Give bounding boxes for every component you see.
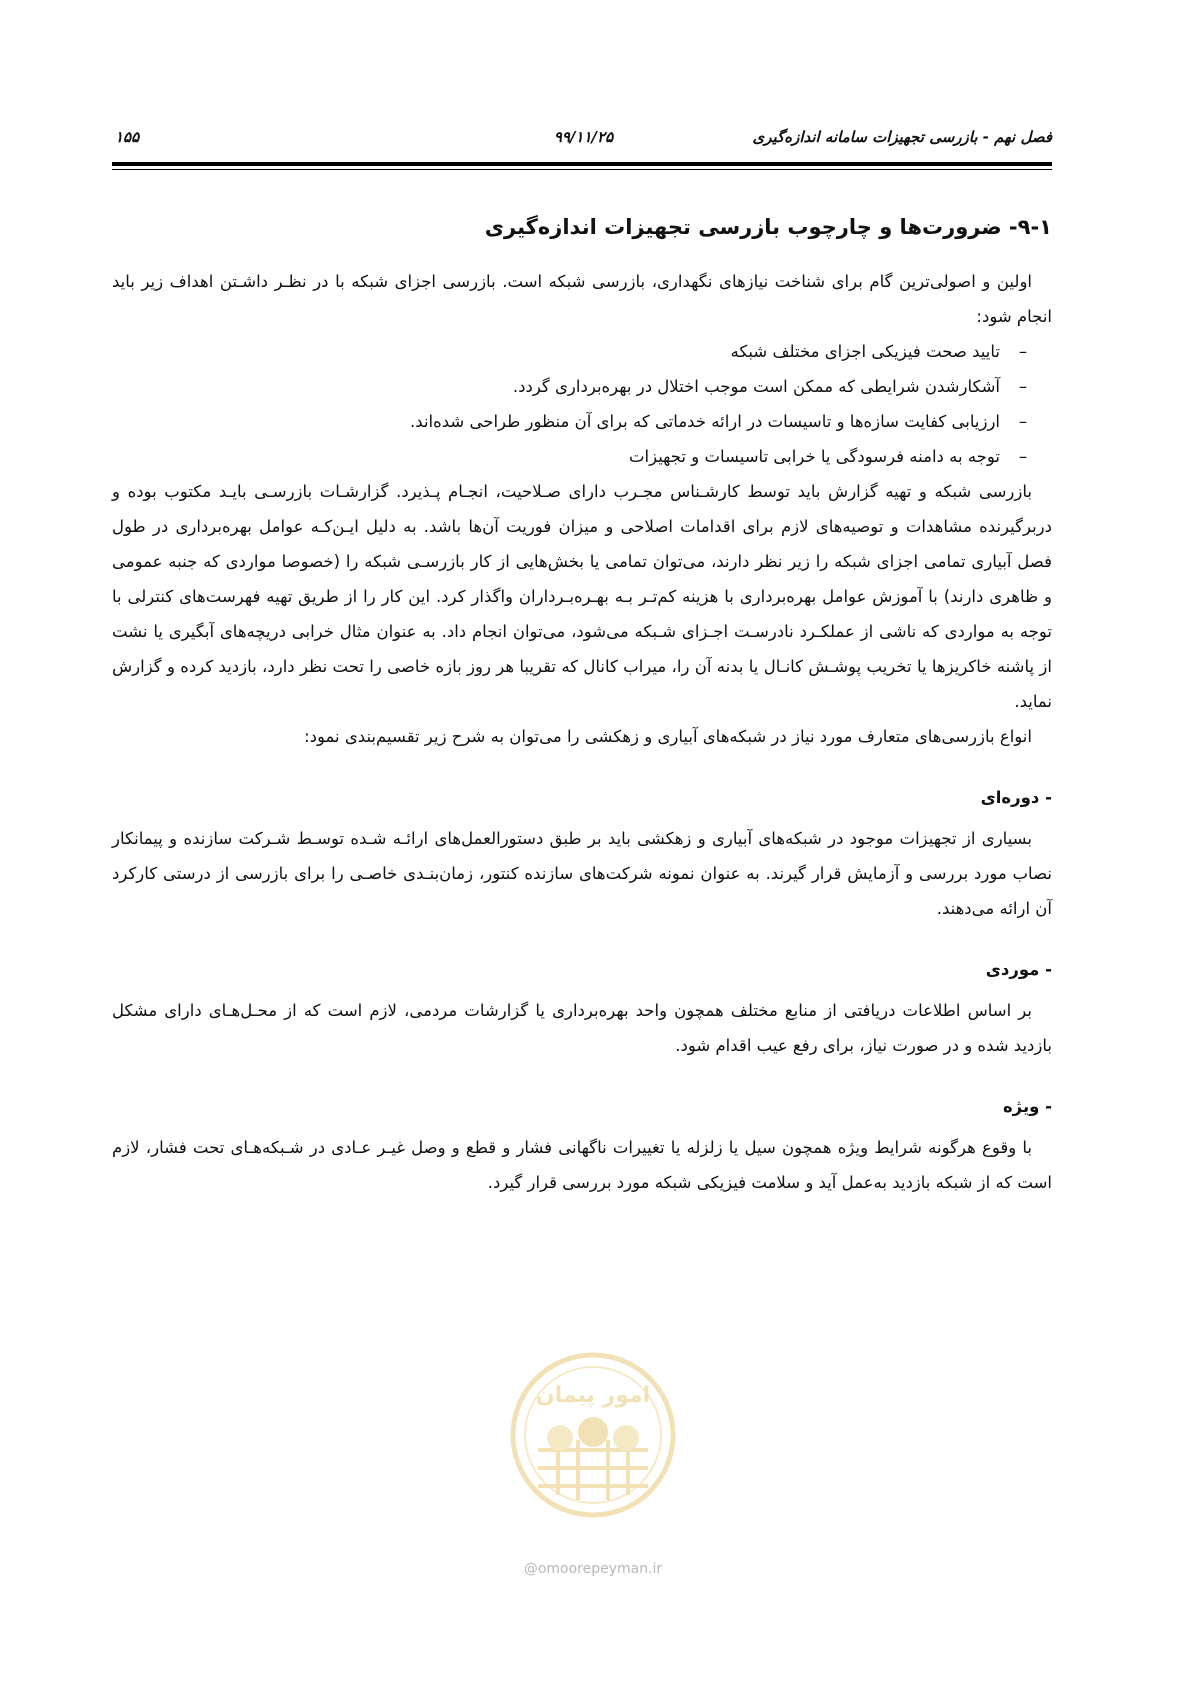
subsection-text-case: بر اساس اطلاعات دریافتی از منابع مختلف همچون واحد بهره‌برداری یا گزارشات مردمی، لازم است که از محـل‌هـای دارای مشکل بازدید شده و در صورت نیاز، برای رفع عیب اقدام شود. [112,1001,1052,1055]
subsection-text-special: با وقوع هرگونه شرایط ویژه همچون سیل یا زلزله یا تغییرات ناگهانی فشار و قطع و وصل غیـر عـادی در شـبکه‌هـای تحت فشار، لازم است که از شبکه بازدید به‌عمل آید و سلامت فیزیکی شبکه مورد بررسی قرار گیرد. [112,1138,1052,1192]
watermark-logo-icon [508,1350,678,1520]
chapter-title: فصل نهم - بازرسی تجهیزات سامانه اندازه‌گیری [752,128,1052,146]
watermark-url: @omoorepeyman.ir [523,1561,663,1577]
subsection-heading-special: - ویژه [1002,1097,1052,1116]
objectives-list [112,334,1052,474]
running-head [115,128,1052,154]
dash-bullet-icon: – [1018,342,1028,361]
list-item-text: ارزیابی کفایت سازه‌ها و تاسیسات در ارائه خدماتی که برای آن منظور طراحی شده‌اند. [410,412,1000,431]
body-paragraph: بازرسی شبکه و تهیه گزارش باید توسط کارشـناس مجـرب دارای صـلاحیت، انجـام پـذیرد. گزارشـات بازرسـی بایـد مکتوب بوده و دربرگیرنده مشاهدات و توصیه‌های لازم برای اقدامات اصلاحی و میزان فوریت آن‌ها باشد. به دلیل ایـن‌کـه عوامل بهره‌برداری در طول فصل آبیاری تمامی اجزای شبکه را زیر نظر دارند، می‌توان تمامی یا بخش‌هایی از کار بازرسـی شبکه را (خصوصا مواردی که جنبه عمومی و ظاهری دارند) با آموزش عوامل بهره‌برداری با هزینه کم‌تـر بـه بهـره‌بـرداران واگذار کرد. این کار را از طریق تهیه فهرست‌های کنترلی با توجه به مواردی که ناشی از عملکـرد نادرسـت اجـزای شـبکه می‌شود، می‌توان انجام داد. به عنوان مثال خرابی دریچه‌های آبگیری یا نشت از پاشنه خاکریزها یا تخریب پوشـش کانـال یا بدنه آن را، میراب کانال که تقریبا هر روز بازه خاصی را تحت نظر دارد، بازدید کرده و گزارش نماید. [112,482,1052,711]
watermark-logo-text: امور پیمان [535,1383,651,1408]
intro-paragraph: اولین و اصولی‌ترین گام برای شناخت نیازهای نگهداری، بازرسی شبکه است. بازرسی اجزای شبکه با در نظـر داشـتن اهداف زیر باید انجام شود: [112,272,1052,326]
header-date: ۹۹/۱۱/۲۵ [553,128,614,146]
subsection-heading-case: - موردی [985,960,1052,979]
header-rule-thick [112,162,1052,166]
list-item [112,334,1032,369]
body-paragraph: انواع بازرسی‌های متعارف مورد نیاز در شبکه‌های آبیاری و زهکشی را می‌توان به شرح زیر تقسیم‌بندی نمود: [304,727,1032,746]
page-content [112,212,1052,1200]
list-item-text: آشکارشدن شرایطی که ممکن است موجب اختلال در بهره‌برداری گردد. [512,377,1000,396]
subsection-heading-periodic: - دوره‌ای [980,788,1052,807]
list-item [112,404,1032,439]
section-title: ۹-۱- ضرورت‌ها و چارچوب بازرسی تجهیزات اندازه‌گیری [484,215,1052,239]
dash-bullet-icon: – [1018,377,1028,396]
list-item [112,369,1032,404]
list-item-text: توجه به دامنه فرسودگی یا خرابی تاسیسات و تجهیزات [628,447,1000,466]
header-rule-thin [112,169,1052,170]
list-item [112,439,1032,474]
page-number: ۱۵۵ [115,128,140,146]
subsection-text-periodic: بسیاری از تجهیزات موجود در شبکه‌های آبیاری و زهکشی باید بر طبق دستورالعمل‌های ارائـه شـده توسـط شـرکت سازنده و پیمانکار نصاب مورد بررسی و آزمایش قرار گیرند. به عنوان نمونه شرکت‌های سازنده کنتور، زمان‌بنـدی خاصـی را برای بازرسی از درستی کارکرد آن ارائه می‌دهند. [112,829,1052,918]
dash-bullet-icon: – [1018,447,1028,466]
dash-bullet-icon: – [1018,412,1028,431]
list-item-text: تایید صحت فیزیکی اجزای مختلف شبکه [730,342,1000,361]
